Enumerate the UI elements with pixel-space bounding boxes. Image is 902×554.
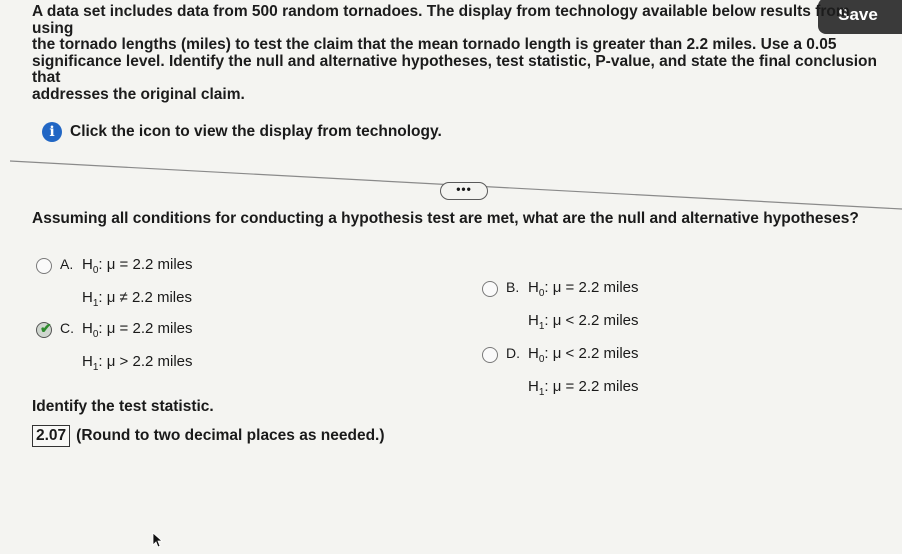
option-a-h0: $H_0$: μ = 2.2 miles (82, 256, 193, 276)
option-b-radio[interactable] (482, 281, 498, 297)
option-c[interactable] (36, 320, 193, 381)
option-c-radio[interactable] (36, 322, 52, 338)
mouse-cursor-icon (152, 532, 164, 548)
rounding-hint: (Round to two decimal places as needed.) (76, 427, 385, 444)
info-text: Click the icon to view the display from technology. (70, 123, 442, 140)
check-icon: ✔ (40, 320, 52, 336)
option-d-h1: $H_1$: μ = 2.2 miles (528, 378, 639, 398)
option-b[interactable] (482, 279, 639, 340)
problem-line-4: addresses the original claim. (32, 85, 245, 103)
option-c-letter: C. (60, 320, 74, 336)
problem-statement (32, 4, 894, 103)
option-b-h1: $H_1$: μ < 2.2 miles (528, 312, 639, 332)
option-b-letter: B. (506, 279, 520, 295)
option-d-radio[interactable] (482, 347, 498, 363)
problem-line-3: significance level. Identify the null and alternative hypotheses, test statistic, P-value, and state the final conclusion that (32, 52, 877, 86)
info-row (42, 122, 442, 142)
test-statistic-input[interactable]: 2.07 (32, 425, 70, 447)
question-text: Assuming all conditions for conducting a hypothesis test are met, what are the null and alternative hypotheses? (32, 210, 859, 227)
option-b-h0: $H_0$: μ = 2.2 miles (528, 279, 639, 299)
option-a-h1: $H_1$: μ ≠ 2.2 miles (82, 289, 192, 309)
more-button[interactable]: ••• (440, 182, 488, 200)
save-button[interactable]: Save (818, 0, 902, 34)
test-statistic-row (32, 425, 385, 447)
test-statistic-label: Identify the test statistic. (32, 398, 214, 415)
option-d[interactable] (482, 345, 639, 406)
option-c-h0: $H_0$: μ = 2.2 miles (82, 320, 193, 340)
option-d-h0: $H_0$: μ < 2.2 miles (528, 345, 639, 365)
option-a-letter: A. (60, 256, 74, 272)
info-icon[interactable]: i (42, 122, 62, 142)
option-a[interactable] (36, 256, 193, 317)
problem-line-2: the tornado lengths (miles) to test the claim that the mean tornado length is greater than 2.2 miles. Use a 0.05 (32, 36, 837, 53)
option-a-radio[interactable] (36, 258, 52, 274)
option-c-h1: $H_1$: μ > 2.2 miles (82, 353, 193, 373)
option-d-letter: D. (506, 345, 520, 361)
problem-line-1: A data set includes data from 500 random tornadoes. The display from technology available below results from using (32, 3, 850, 37)
